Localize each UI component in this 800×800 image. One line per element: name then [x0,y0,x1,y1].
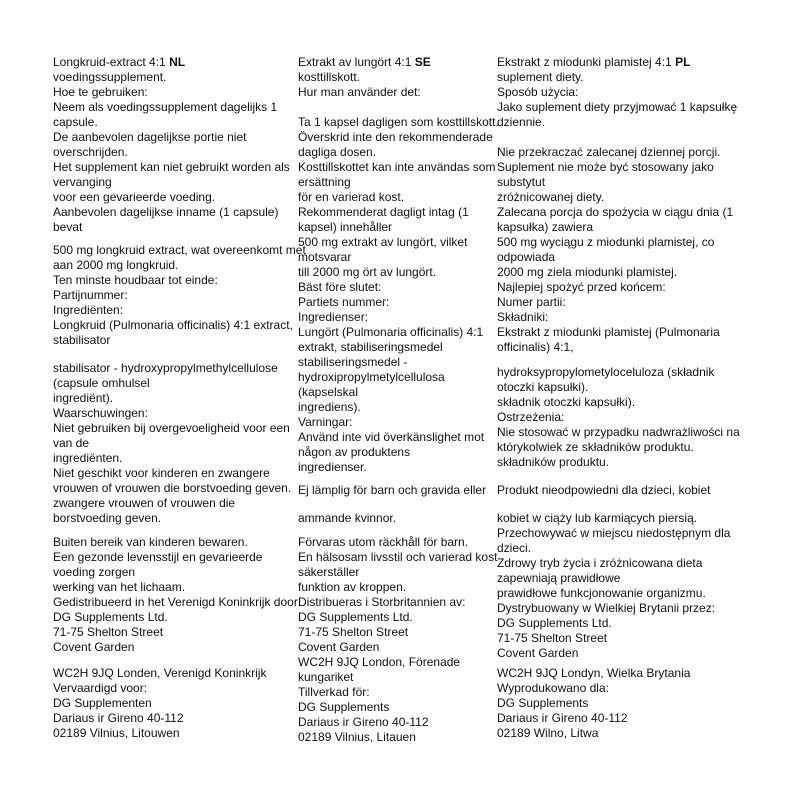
line-text: odpowiada [497,250,556,264]
line-text: Extrakt av lungört 4:1 [298,55,412,69]
line-text: 02189 Vilnius, Litauen [298,730,416,744]
nl-text-line [53,681,147,696]
pl-text-line [497,85,578,100]
line-text: suplement diety. [497,70,584,84]
nl-text-line [53,288,128,303]
line-text: kungariket [298,670,354,684]
line-text: kapsułka) zawiera [497,220,594,234]
line-text: Sposób użycia: [497,85,579,99]
pl-text-line [497,425,740,440]
nl-text-line [53,85,148,100]
language-code: SE [414,55,431,69]
line-text: 71-75 Shelton Street [298,625,409,639]
pl-text-line [497,280,666,295]
line-text: stabilisator - hydroxypropylmethylcellulose [53,361,278,375]
se-text-line [298,715,429,730]
line-text: DG Supplementen [53,696,152,710]
line-text: stabilisator [53,333,111,347]
nl-text-line [53,130,246,145]
line-text: Varningar: [298,415,353,429]
line-text: för en varierad kost. [298,190,405,204]
line-text: składników produktu. [497,455,610,469]
line-text: dziennie. [497,115,546,129]
line-text: Förvaras utom räckhåll för barn. [298,535,469,549]
nl-text-line [53,220,82,235]
line-text: motsvarar [298,250,352,264]
se-text-line [298,130,493,145]
line-text: ingredienser. [298,460,367,474]
line-text: Produkt nieodpowiedni dla dzieci, kobiet [497,483,711,497]
pl-text-line [497,601,715,616]
line-text: Ekstrakt z miodunki plamistej 4:1 [497,55,672,69]
line-text: säkerställer [298,565,360,579]
line-text: Rekommenderat dagligt intag (1 [298,205,469,219]
se-text-line [298,670,353,685]
line-text: Niet geschikt voor kinderen en zwangere [53,466,270,480]
pl-text-line [497,681,609,696]
pl-text-line [497,440,694,455]
line-text: składnik otoczki kapsułki). [497,395,636,409]
line-text: hydroksypropylometyloceluloza (składnik [497,365,715,379]
line-text: vervanging [53,175,112,189]
line-text: voor een gevarieerde voeding. [53,190,216,204]
line-text: Ten minste houdbaar tot einde: [53,273,218,287]
line-text: WC2H 9JQ London, Förenade [298,655,461,669]
pl-text-line [497,646,578,661]
line-text: Waarschuwingen: [53,406,148,420]
pl-text-line [497,115,545,130]
se-text-line [298,610,413,625]
line-text: ersättning [298,175,351,189]
nl-text-line [53,696,152,711]
line-text: ingrediens). [298,400,361,414]
se-text-line [298,730,416,745]
line-text: Dariaus ir Gireno 40-112 [53,711,184,725]
pl-text-line [497,511,697,526]
line-text: voedingssupplement. [53,70,167,84]
line-text: Gedistribueerd in het Verenigd Koninkrijk door: [53,595,302,609]
line-text: bevat [53,220,83,234]
pl-text-line [497,711,628,726]
line-text: Wyprodukowano dla: [497,681,609,695]
pl-text-line [497,220,593,235]
nl-text-line [53,481,291,496]
se-text-line [298,355,407,370]
pl-text-line [497,250,555,265]
nl-text-line [53,711,184,726]
line-text: Nie przekraczać zalecanej dziennej porcji. [497,145,721,159]
line-text: (kapselskal [298,385,359,399]
pl-text-line [497,265,677,280]
nl-text-line [53,160,290,175]
nl-text-line [53,565,135,580]
line-text: Tillverkad för: [298,685,370,699]
line-text: Ekstrakt z miodunki plamistej (Pulmonaria [497,325,720,339]
se-text-line [298,85,421,100]
line-text: voeding zorgen [53,565,136,579]
pl-text-line [497,310,548,325]
pl-text-line [497,190,604,205]
pl-text-line [497,295,566,310]
pl-text-line [497,571,620,586]
line-text: borstvoeding geven. [53,511,162,525]
nl-text-line [53,55,185,70]
pl-text-line [497,175,545,190]
line-text: ingrediënt). [53,391,114,405]
line-text: Ostrzeżenia: [497,410,565,424]
nl-text-line [53,580,185,595]
nl-text-line [53,496,235,511]
line-text: någon av produktens [298,445,411,459]
line-text: Buiten bereik van kinderen bewaren. [53,535,248,549]
line-text: Bäst före slutet: [298,280,382,294]
nl-text-line [53,666,266,681]
se-text-line [298,160,495,175]
pl-text-line [497,526,730,541]
pl-text-line [497,696,588,711]
nl-text-line [53,175,112,190]
se-text-line [298,445,410,460]
pl-text-line [497,395,635,410]
pl-text-line [497,380,588,395]
line-text: extrakt, stabiliseringsmedel [298,340,443,354]
nl-text-line [53,376,150,391]
line-text: prawidłowe funkcjonowanie organizmu. [497,586,706,600]
line-text: overschrijden. [53,145,128,159]
line-text: Partijnummer: [53,288,128,302]
line-text: DG Supplements Ltd. [298,610,413,624]
line-text: kosttillskott. [298,70,361,84]
nl-text-line [53,361,278,376]
pl-text-line [497,410,564,425]
se-text-line [298,205,469,220]
se-text-line [298,70,360,85]
se-text-line [298,250,351,265]
nl-text-line [53,333,110,348]
line-text: kapsel) innehåller [298,220,393,234]
pl-text-line [497,70,584,85]
line-text: Składniki: [497,310,549,324]
line-text: funktion av kroppen. [298,580,407,594]
line-text: Använd inte vid överkänslighet mot [298,430,485,444]
line-text: DG Supplements Ltd. [53,610,168,624]
nl-text-line [53,466,270,481]
line-text: Jako suplement diety przyjmować 1 kapsułkę [497,100,738,114]
line-text: zapewniają prawidłowe [497,571,621,585]
line-text: Överskrid inte den rekommenderade [298,130,493,144]
pl-text-line [497,483,710,498]
line-text: officinalis) 4:1, [497,340,574,354]
pl-text-line [497,325,720,340]
line-text: hydroxipropylmetylcellulosa [298,370,445,384]
line-text: En hälsosam livsstil och varierad kost [298,550,498,564]
line-text: 02189 Wilno, Litwa [497,726,599,740]
line-text: otoczki kapsułki). [497,380,589,394]
line-text: werking van het lichaam. [53,580,186,594]
line-text: Hoe te gebruiken: [53,85,148,99]
se-text-line [298,685,370,700]
line-text: DG Supplements [497,696,589,710]
line-text: Ingredienser: [298,310,369,324]
line-text: van de [53,436,90,450]
nl-text-line [53,610,168,625]
pl-text-line [497,160,714,175]
se-text-line [298,190,404,205]
line-text: Dystrybuowany w Wielkiej Brytanii przez: [497,601,716,615]
line-text: Neem als voedingssupplement dagelijks 1 [53,100,278,114]
pl-text-line [497,541,531,556]
line-text: 500 mg wyciągu z miodunki plamistej, co [497,235,715,249]
line-text: Zdrowy tryb życia i zróżnicowana dieta [497,556,703,570]
se-text-line [298,511,396,526]
line-text: WC2H 9JQ Londyn, Wielka Brytania [497,666,691,680]
line-text: Niet gebruiken bij overgevoeligheid voor een [53,421,290,435]
line-text: Longkruid-extract 4:1 [53,55,166,69]
line-text: Najlepiej spożyć przed końcem: [497,280,666,294]
nl-text-line [53,550,262,565]
line-text: 2000 mg ziela miodunki plamistej. [497,265,678,279]
se-text-line [298,415,352,430]
nl-text-line [53,258,178,273]
nl-text-line [53,421,290,436]
se-text-line [298,175,351,190]
line-text: zróżnicowanej diety. [497,190,605,204]
se-text-line [298,265,436,280]
se-text-line [298,580,406,595]
pl-text-line [497,455,609,470]
line-text: Ta 1 kapsel dagligen som kosttillskott. [298,115,499,129]
se-text-line [298,145,376,160]
nl-text-line [53,190,215,205]
se-text-line [298,655,460,670]
nl-text-line [53,406,148,421]
pl-text-line [497,365,714,380]
line-text: 500 mg longkruid extract, wat overeenkomt met [53,243,306,257]
line-text: substytut [497,175,546,189]
nl-text-line [53,318,293,333]
se-text-line [298,115,499,130]
language-code: PL [675,55,691,69]
se-text-line [298,280,381,295]
se-text-line [298,55,431,70]
line-text: kobiet w ciąży lub karmiących piersią. [497,511,698,525]
se-text-line [298,483,486,498]
line-text: WC2H 9JQ Londen, Verenigd Koninkrijk [53,666,267,680]
se-text-line [298,340,443,355]
nl-text-line [53,625,163,640]
pl-text-line [497,235,714,250]
se-text-line [298,640,379,655]
line-text: Lungört (Pulmonaria officinalis) 4:1 [298,325,484,339]
line-text: 500 mg extrakt av lungört, vilket [298,235,468,249]
nl-text-line [53,595,301,610]
line-text: vrouwen of vrouwen die borstvoeding geven. [53,481,292,495]
se-text-line [298,565,359,580]
line-text: Nie stosować w przypadku nadwrażliwości na [497,425,740,439]
line-text: Een gezonde levensstijl en gevarieerde [53,550,263,564]
line-text: DG Supplements Ltd. [497,616,612,630]
line-text: Dariaus ir Gireno 40-112 [497,711,628,725]
line-text: ammande kvinnor. [298,511,397,525]
nl-text-line [53,451,122,466]
se-text-line [298,235,467,250]
line-text: De aanbevolen dagelijkse portie niet [53,130,247,144]
se-text-line [298,295,389,310]
nl-text-line [53,100,277,115]
line-text: Distribueras i Storbritannien av: [298,595,466,609]
line-text: Covent Garden [497,646,579,660]
pl-text-line [497,586,706,601]
line-text: Przechowywać w miejscu niedostępnym dla [497,526,731,540]
line-text: DG Supplements [298,700,390,714]
se-text-line [298,625,408,640]
pl-text-line [497,556,702,571]
line-text: 71-75 Shelton Street [53,625,164,639]
line-text: Partiets nummer: [298,295,390,309]
pl-text-line [497,55,690,70]
pl-text-line [497,616,612,631]
nl-text-line [53,511,161,526]
line-text: Zalecana porcja do spożycia w ciągu dnia (1 [497,205,734,219]
nl-text-line [53,303,123,318]
line-text: capsule. [53,115,98,129]
pl-text-line [497,100,737,115]
line-text: Ingrediënten: [53,303,124,317]
nl-text-line [53,273,218,288]
se-text-line [298,460,367,475]
line-text: Ej lämplig för barn och gravida eller [298,483,487,497]
line-text: 02189 Vilnius, Litouwen [53,726,180,740]
line-text: aan 2000 mg longkruid. [53,258,179,272]
line-text: Covent Garden [298,640,380,654]
nl-text-line [53,640,134,655]
nl-text-line [53,726,180,741]
line-text: Het supplement kan niet gebruikt worden als [53,160,290,174]
pl-text-line [497,631,607,646]
pl-text-line [497,726,598,741]
line-text: którykolwiek ze składników produktu. [497,440,694,454]
line-text: Hur man använder det: [298,85,421,99]
line-text: Suplement nie może być stosowany jako [497,160,714,174]
line-text: (capsule omhulsel [53,376,150,390]
line-text: dagliga dosen. [298,145,377,159]
se-text-line [298,325,483,340]
nl-text-line [53,535,248,550]
se-text-line [298,535,468,550]
nl-text-line [53,436,89,451]
line-text: stabiliseringsmedel - [298,355,408,369]
line-text: till 2000 mg ört av lungört. [298,265,437,279]
line-text: Aanbevolen dagelijkse inname (1 capsule) [53,205,279,219]
pl-text-line [497,340,573,355]
line-text: Longkruid (Pulmonaria officinalis) 4:1 extract, [53,318,293,332]
se-text-line [298,385,358,400]
se-text-line [298,310,368,325]
line-text: Covent Garden [53,640,135,654]
se-text-line [298,400,361,415]
se-text-line [298,220,392,235]
line-text: ingrediënten. [53,451,123,465]
line-text: zwangere vrouwen of vrouwen die [53,496,236,510]
line-text: 71-75 Shelton Street [497,631,608,645]
se-text-line [298,430,484,445]
line-text: Numer partii: [497,295,566,309]
se-text-line [298,550,497,565]
line-text: Dariaus ir Gireno 40-112 [298,715,429,729]
nl-text-line [53,70,166,85]
pl-text-line [497,205,733,220]
se-text-line [298,370,445,385]
line-text: dzieci. [497,541,532,555]
line-text: Vervaardigd voor: [53,681,148,695]
se-text-line [298,595,465,610]
line-text: Kosttillskottet kan inte användas som [298,160,496,174]
nl-text-line [53,391,113,406]
pl-text-line [497,666,690,681]
nl-text-line [53,145,128,160]
nl-text-line [53,115,98,130]
language-code: NL [169,55,186,69]
pl-text-line [497,145,720,160]
se-text-line [298,700,389,715]
nl-text-line [53,243,306,258]
nl-text-line [53,205,278,220]
